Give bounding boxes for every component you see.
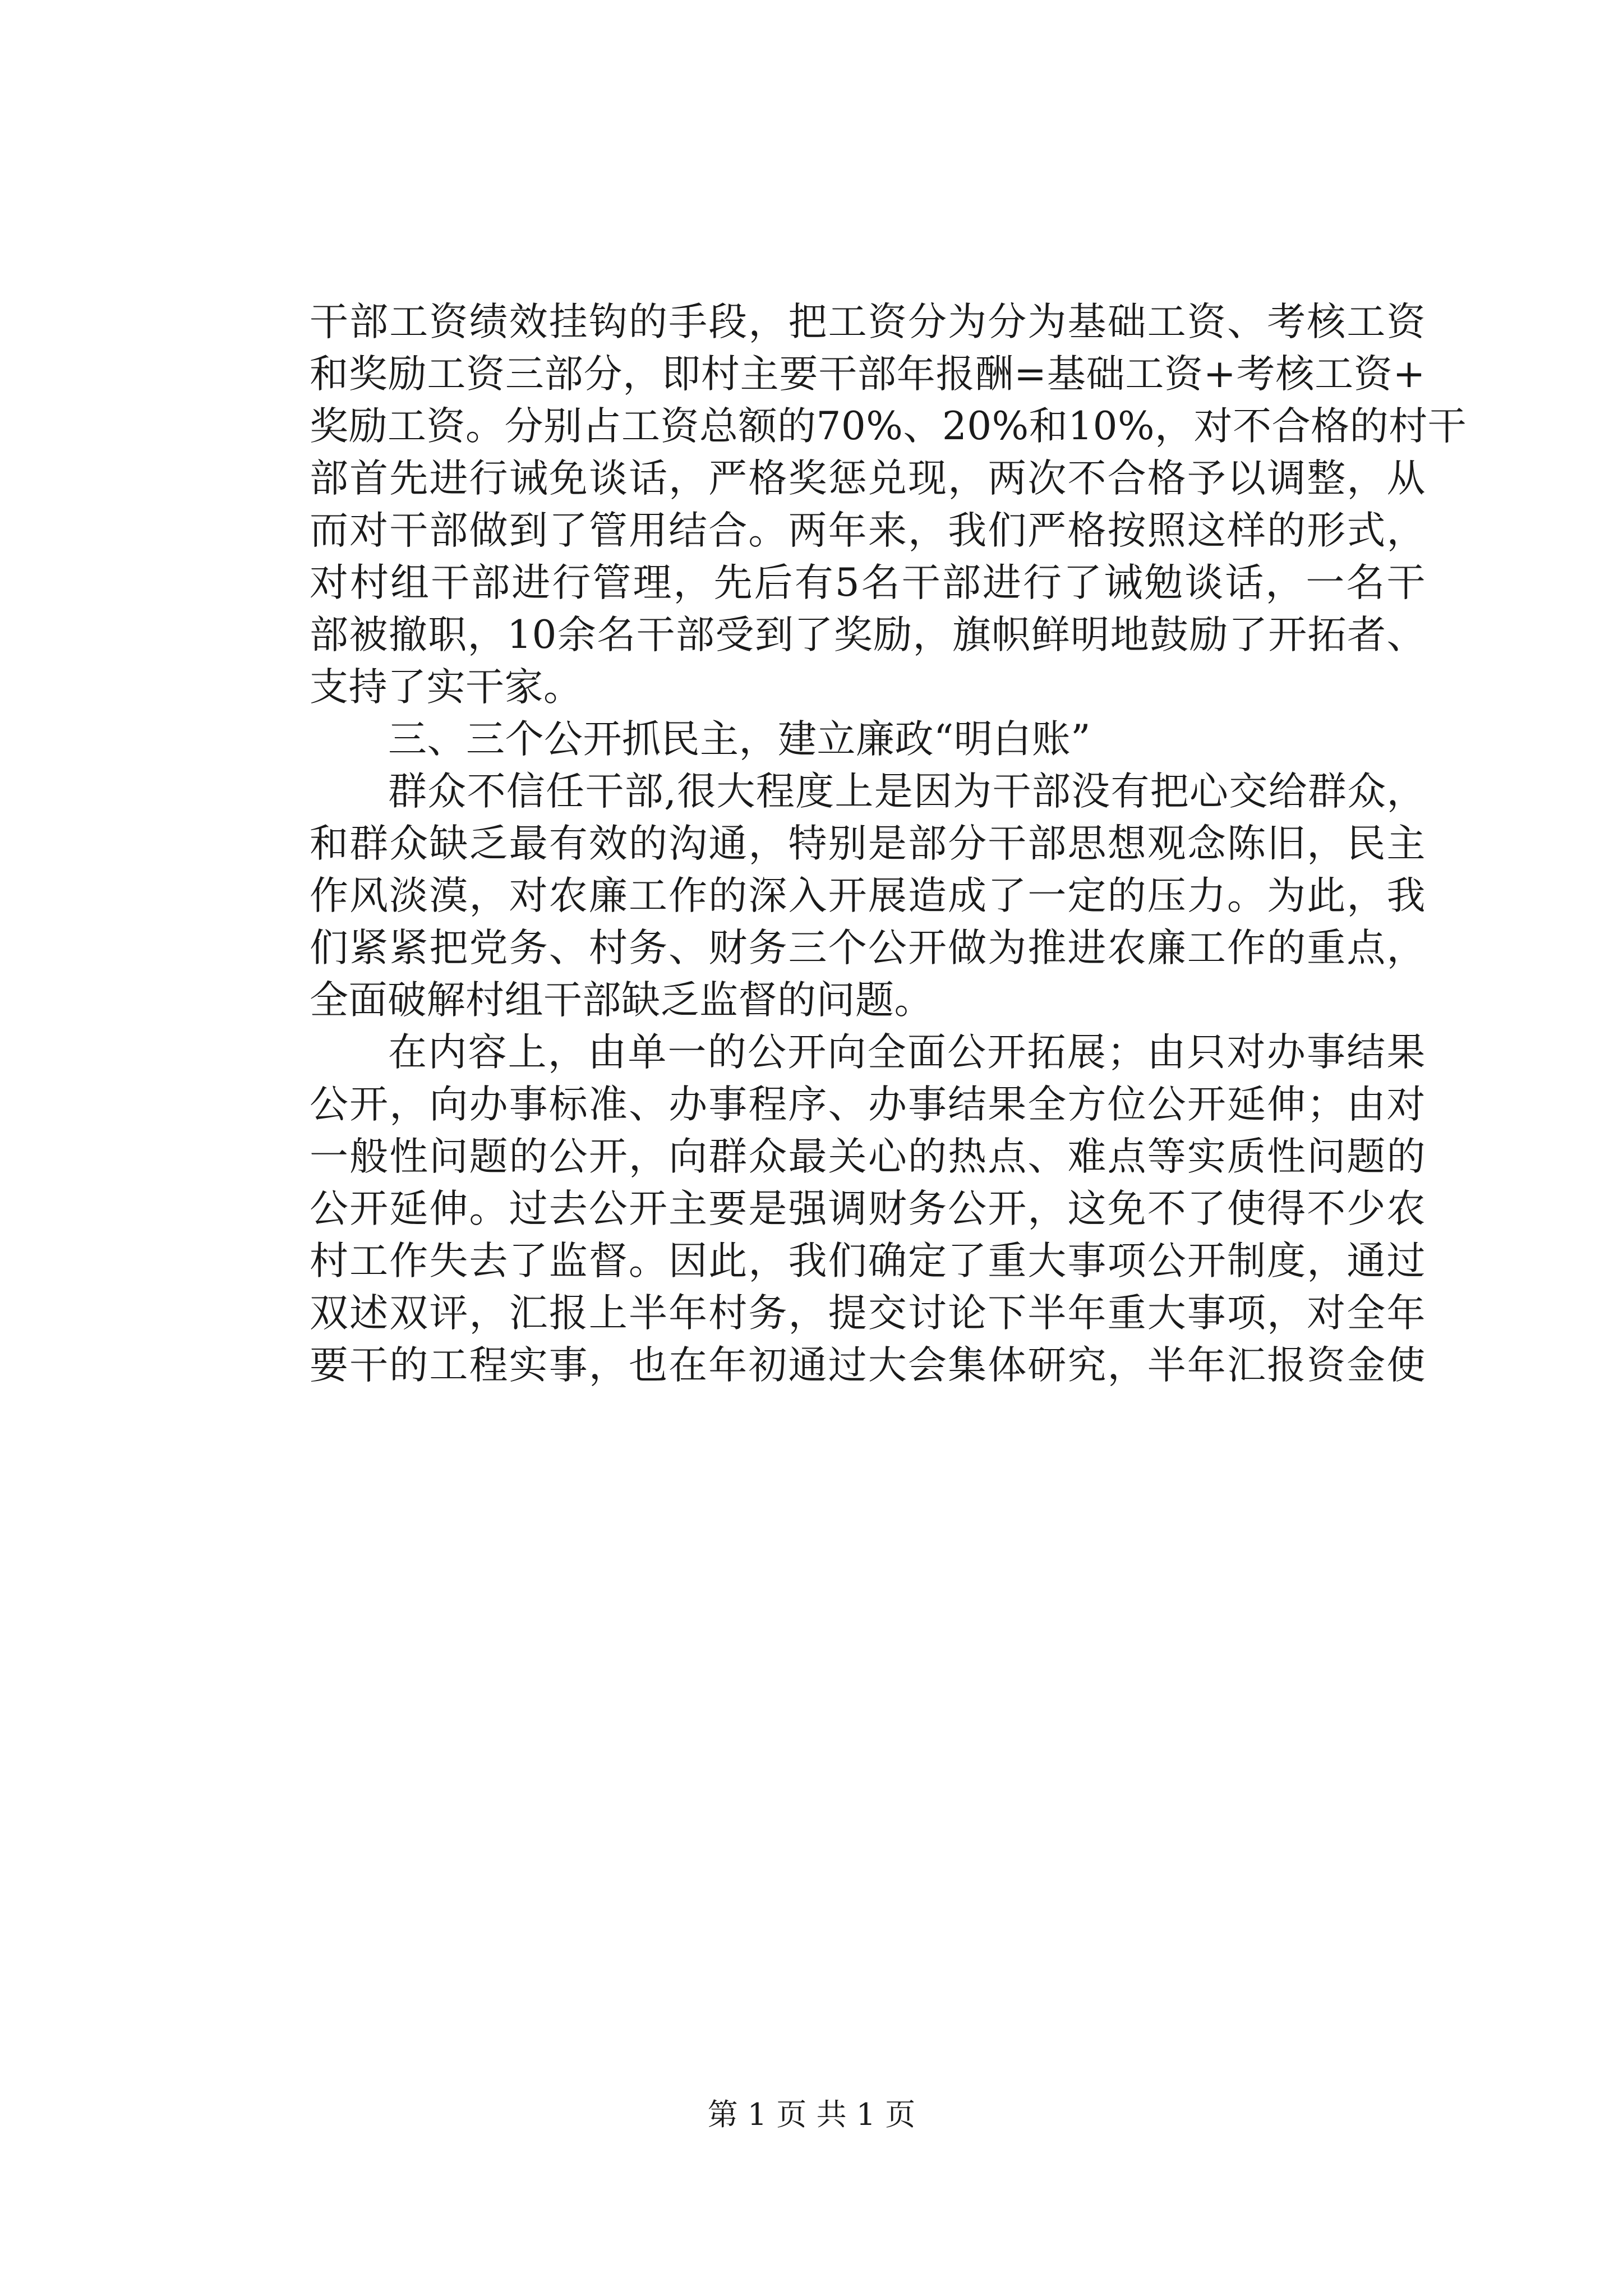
text-line-16: 公开，向办事标准、办事程序、办事结果全方位公开延伸；由对 bbox=[310, 1082, 1426, 1127]
text-line-1: 干部工资绩效挂钩的手段，把工资分为分为基础工资、考核工资 bbox=[310, 300, 1426, 344]
text-line-21: 要干的工程实事，也在年初通过大会集体研究，半年汇报资金使 bbox=[310, 1343, 1426, 1388]
text-line-17: 一般性问题的公开，向群众最关心的热点、难点等实质性问题的 bbox=[310, 1134, 1426, 1179]
text-line-12: 作风淡漠，对农廉工作的深入开展造成了一定的压力。为此，我 bbox=[310, 873, 1426, 918]
text-line-4: 部首先进行诫免谈话，严格奖惩兑现，两次不合格予以调整，从 bbox=[310, 456, 1426, 501]
text-line-18: 公开延伸。过去公开主要是强调财务公开，这免不了使得不少农 bbox=[310, 1186, 1426, 1231]
text-line-2: 和奖励工资三部分，即村主要干部年报酬=基础工资+考核工资+ bbox=[310, 352, 1426, 397]
text-line-20: 双述双评，汇报上半年村务，提交讨论下半年重大事项，对全年 bbox=[310, 1291, 1426, 1336]
text-line-13: 们紧紧把党务、村务、财务三个公开做为推进农廉工作的重点， bbox=[310, 926, 1426, 970]
text-line-3: 奖励工资。分别占工资总额的70%、20%和10%，对不合格的村干 bbox=[310, 404, 1467, 449]
text-line-6: 对村组干部进行管理，先后有5名干部进行了诫勉谈话，一名干 bbox=[310, 560, 1426, 605]
text-line-19: 村工作失去了监督。因此，我们确定了重大事项公开制度，通过 bbox=[310, 1239, 1426, 1283]
text-line-10: 群众不信任干部,很大程度上是因为干部没有把心交给群众， bbox=[388, 769, 1426, 814]
text-line-8: 支持了实干家。 bbox=[310, 665, 583, 710]
section-heading: 三、三个公开抓民主，建立廉政“明白账” bbox=[388, 717, 1091, 762]
text-line-15: 在内容上，由单一的公开向全面公开拓展；由只对办事结果 bbox=[388, 1030, 1426, 1075]
page-footer: 第 1 页 共 1 页 bbox=[707, 2097, 916, 2132]
text-line-11: 和群众缺乏最有效的沟通，特别是部分干部思想观念陈旧，民主 bbox=[310, 821, 1426, 866]
text-line-5: 而对干部做到了管用结合。两年来，我们严格按照这样的形式， bbox=[310, 508, 1426, 553]
text-line-7: 部被撤职，10余名干部受到了奖励，旗帜鲜明地鼓励了开拓者、 bbox=[310, 613, 1426, 657]
text-line-14: 全面破解村组干部缺乏监督的问题。 bbox=[310, 978, 933, 1023]
document-body bbox=[310, 296, 1467, 1392]
